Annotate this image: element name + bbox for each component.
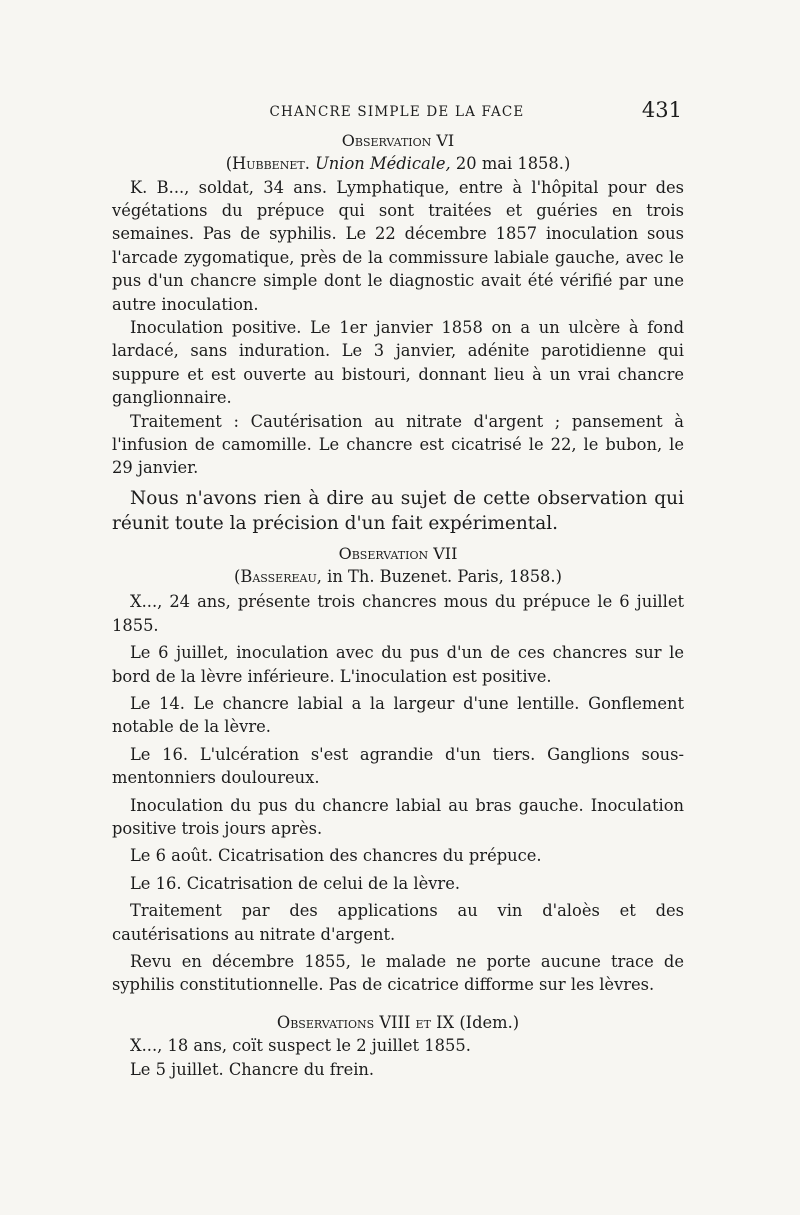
obs7-paragraph-2: Le 6 juillet, inoculation avec du pus d'un de ces chancres sur le bord de la lèvre inférieure. L'inoculation est positive.: [112, 643, 684, 686]
obs7-paragraph-9: Revu en décembre 1855, le malade ne porte aucune trace de syphilis constitutionnelle. Pas de cicatrice difforme sur les lèvres.: [112, 951, 684, 995]
observation-8-9-heading: [112, 1011, 684, 1035]
running-title: CHANCRE SIMPLE DE LA FACE: [269, 104, 525, 120]
obs8-9-paragraph-2: Le 5 juillet. Chancre du frein.: [130, 1059, 375, 1079]
obs8-9-title: Observations VIII et IX: [276, 1012, 455, 1032]
obs6-paragraph-3: Traitement : Cautérisation au nitrate d'argent ; pansement à l'infusion de camomille. Le chancre est cicatrisé le 22, le bubon, le 29 janvier.: [112, 411, 684, 478]
observation-7-source: (Bassereau, in Th. Buzenet. Paris, 1858.): [234, 566, 562, 586]
obs7-paragraph-7: Le 16. Cicatrisation de celui de la lèvre.: [130, 873, 461, 893]
obs6-paragraph-2: Inoculation positive. Le 1er janvier 1858 on a un ulcère à fond lardacé, sans induration. Le 3 janvier, adénite parotidienne qui suppure et est ouverte au bistouri, donnant lieu à un vrai chancre ganglionnaire.: [112, 317, 684, 408]
obs7-author: Bassereau,: [240, 566, 322, 586]
obs6-journal: Union Médicale,: [315, 154, 451, 173]
running-header: [112, 98, 682, 124]
obs6-paragraph-1: K. B..., soldat, 34 ans. Lymphatique, entre à l'hôpital pour des végétations du prépuce qui sont traitées et guéries en trois semaines. Pas de syphilis. Le 22 décembre 1857 inoculation sous l'arcade zygomatique, près de la commissure labiale gauche, avec le pus d'un chancre simple dont le diagnostic avait été vérifié par une autre inoculation.: [112, 177, 684, 314]
page-number: 431: [641, 98, 682, 122]
obs7-paragraph-8: Traitement par des applications au vin d'aloès et des cautérisations au nitrate d'argent.: [112, 901, 684, 944]
obs6-author: Hubbenet.: [232, 154, 310, 173]
observation-6-title: Observation VI: [341, 131, 455, 150]
obs7-paragraph-1: X..., 24 ans, présente trois chancres mous du prépuce le 6 juillet 1855.: [112, 592, 684, 635]
author-comment: Nous n'avons rien à dire au sujet de cette observation qui réunit toute la précision d'un fait expérimental.: [112, 487, 684, 534]
obs7-paragraph-5: Inoculation du pus du chancre labial au bras gauche. Inoculation positive trois jours après.: [112, 795, 684, 838]
observation-6-source: (Hubbenet. Union Médicale, 20 mai 1858.): [225, 154, 571, 173]
obs7-paragraph-4: Le 16. L'ulcération s'est agrandie d'un tiers. Ganglions sous-mentonniers douloureux.: [112, 744, 684, 788]
observation-7-title: Observation VII: [338, 543, 458, 563]
obs7-paragraph-6: Le 6 août. Cicatrisation des chancres du prépuce.: [130, 846, 542, 866]
obs7-source-rest: in Th. Buzenet. Paris, 1858.): [327, 566, 562, 586]
obs6-date: 20 mai 1858.): [455, 154, 571, 173]
obs7-paragraph-3: Le 14. Le chancre labial a la largeur d'une lentille. Gonflement notable de la lèvre.: [112, 693, 684, 737]
page-body: [112, 129, 684, 1081]
obs8-9-source: (Idem.): [459, 1012, 520, 1032]
obs8-9-paragraph-1: X..., 18 ans, coït suspect le 2 juillet 1855.: [130, 1036, 471, 1056]
